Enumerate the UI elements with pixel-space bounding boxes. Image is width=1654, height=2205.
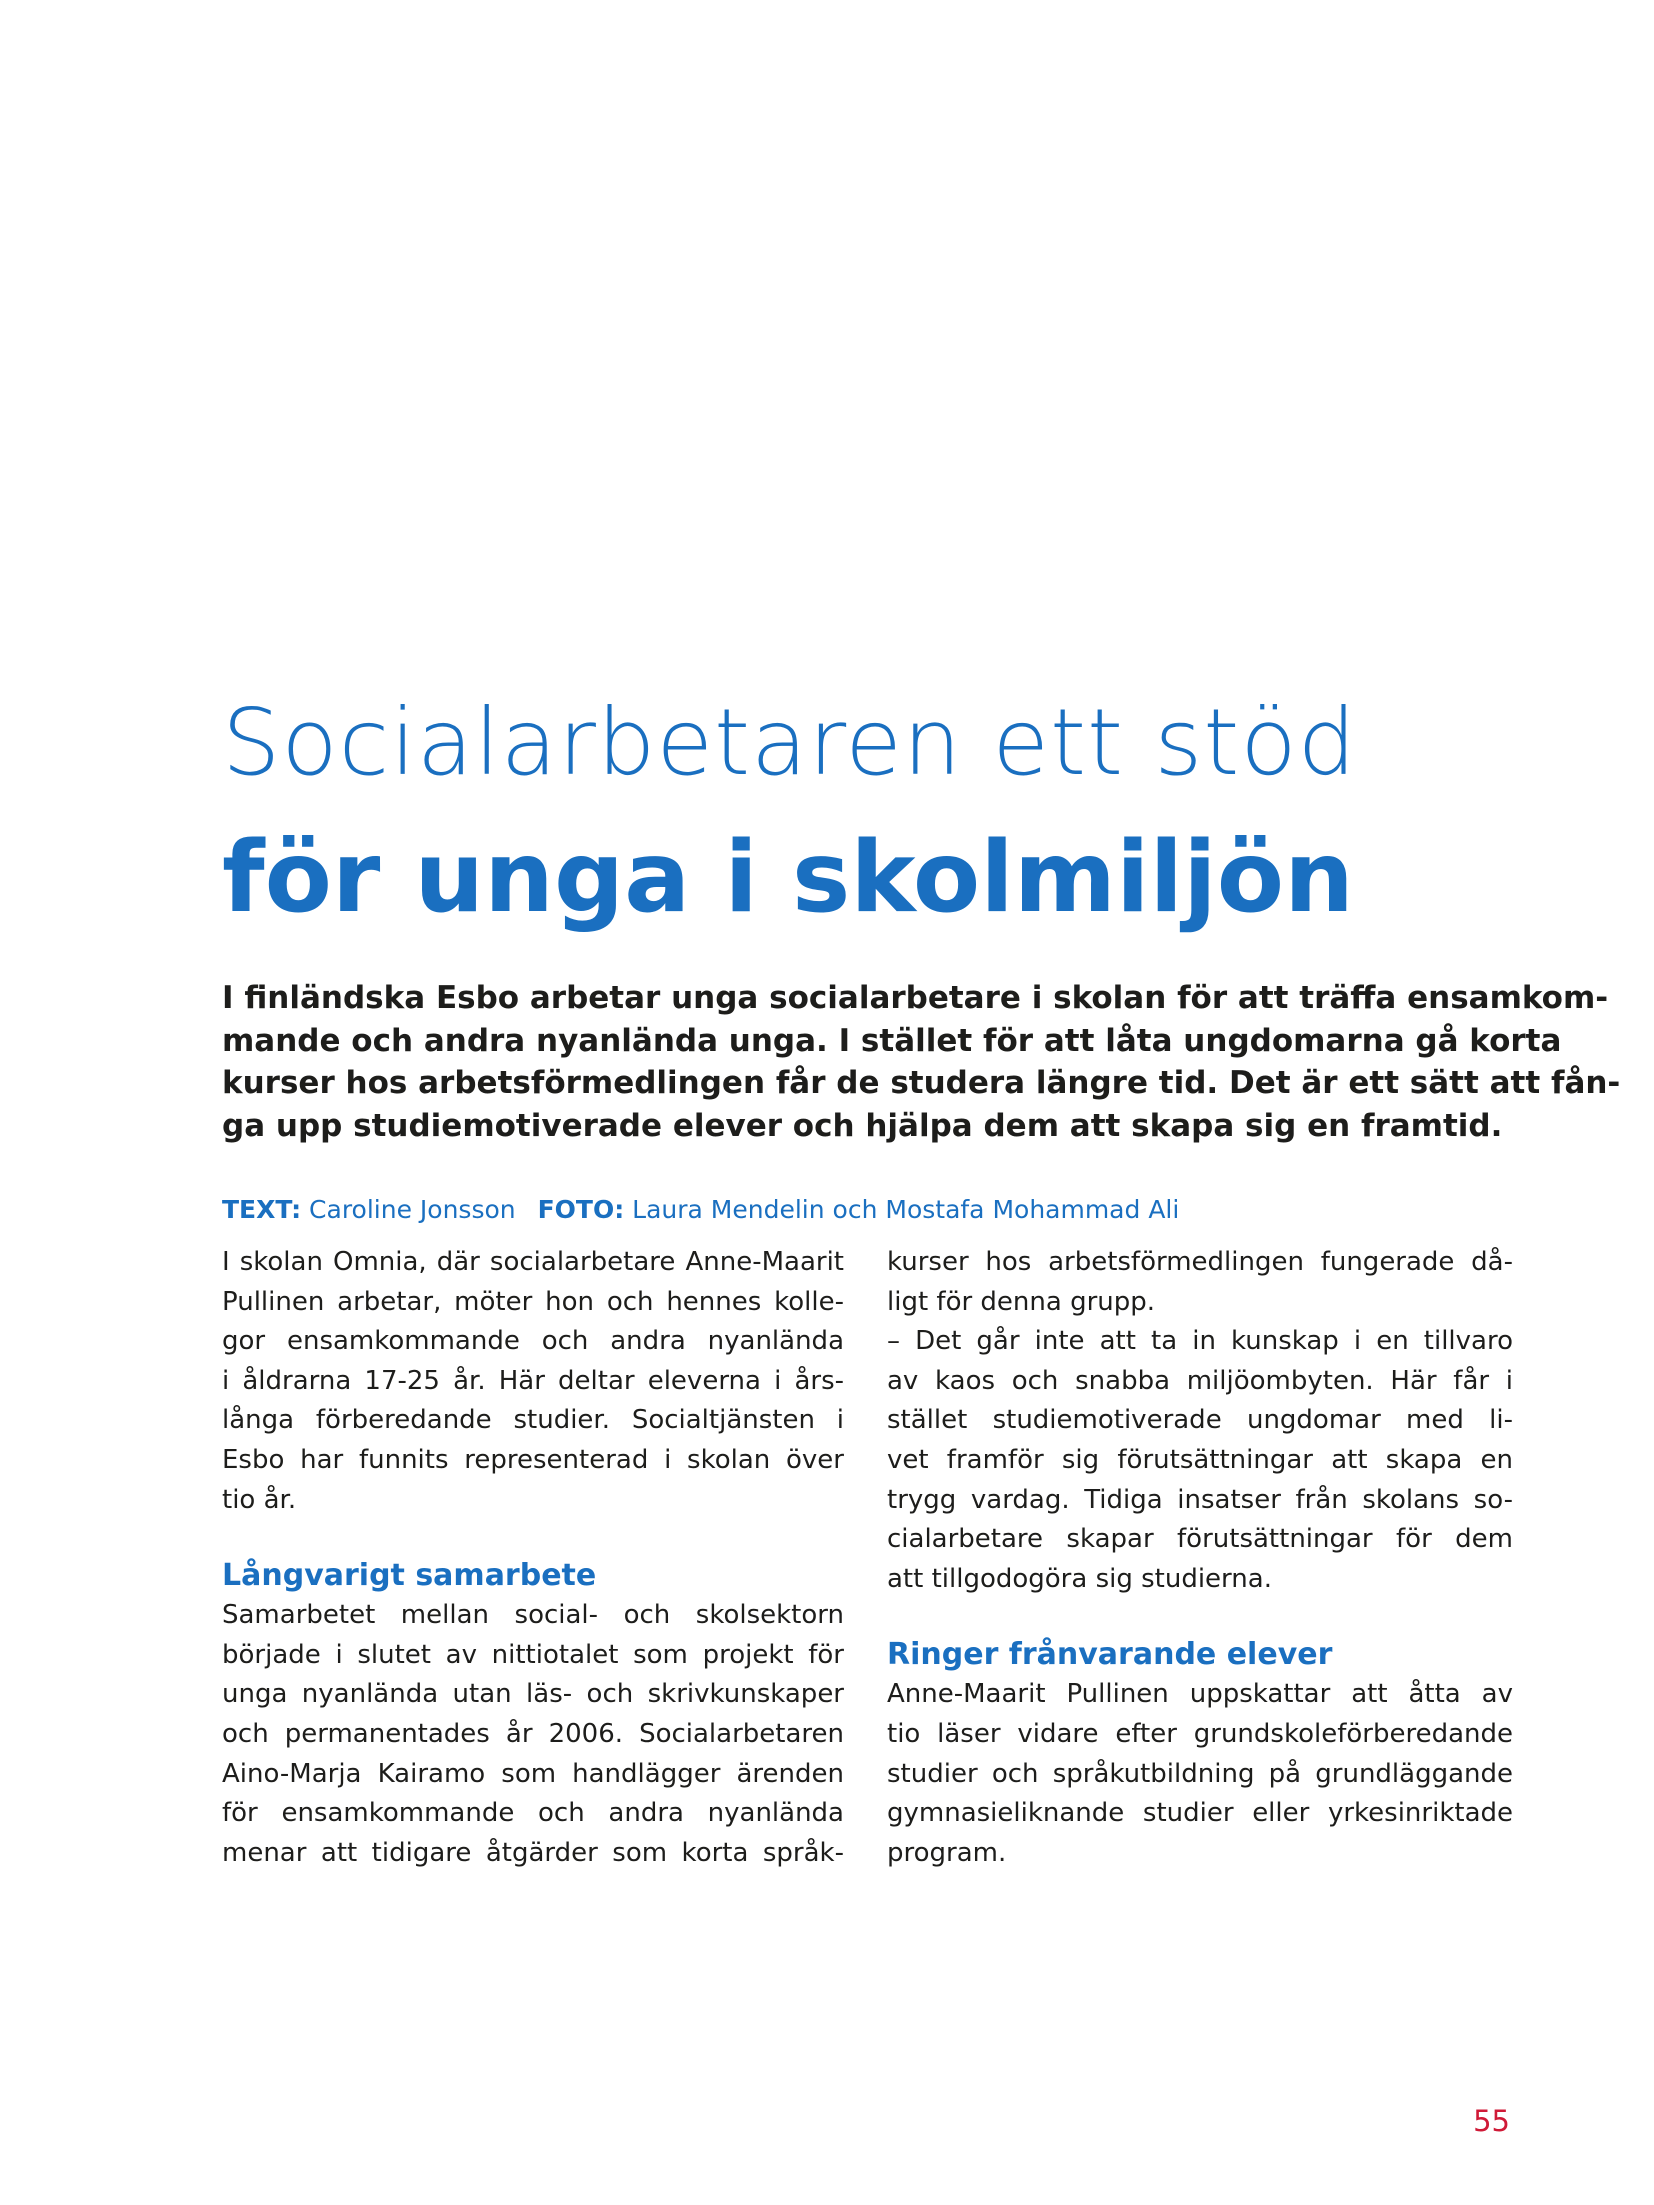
lead-line: ga upp studiemotiverade elever och hjälpa dem att skapa sig en framtid.	[222, 1107, 1503, 1144]
section-heading: Ringer frånvarande elever	[887, 1637, 1333, 1673]
photo-credit-label: FOTO:	[537, 1195, 625, 1224]
byline-credits	[222, 1193, 1179, 1227]
body-line: av kaos och snabba miljöombyten. Här får i	[887, 1365, 1513, 1396]
right-column	[887, 1243, 1513, 1873]
body-line: program.	[887, 1837, 1007, 1868]
body-line: började i slutet av nittiotalet som projekt för	[222, 1639, 844, 1670]
article-title-line-1: Socialarbetaren ett stöd	[222, 689, 1358, 796]
photo-credit-authors: Laura Mendelin och Mostafa Mohammad Ali	[632, 1195, 1180, 1224]
lead-line: mande och andra nyanlända unga. I stället för att låta ungdomarna gå korta	[222, 1022, 1562, 1059]
body-line: långa förberedande studier. Socialtjänsten i	[222, 1405, 844, 1436]
body-line: Esbo har funnits representerad i skolan över	[222, 1444, 844, 1475]
body-line: – Det går inte att ta in kunskap i en tillvaro	[887, 1326, 1513, 1357]
body-line: stället studiemotiverade ungdomar med li-	[887, 1405, 1513, 1436]
lead-line: kurser hos arbetsförmedlingen får de studera längre tid. Det är ett sätt att fån-	[222, 1065, 1621, 1101]
body-line: för ensamkommande och andra nyanlända	[222, 1798, 844, 1829]
body-line: Pullinen arbetar, möter hon och hennes kolle-	[222, 1286, 844, 1317]
body-line: Aino-Marja Kairamo som handlägger ärenden	[222, 1758, 844, 1789]
body-line: tio läser vidare efter grundskoleförberedande	[887, 1718, 1513, 1749]
body-line: Anne-Maarit Pullinen uppskattar att åtta av	[887, 1679, 1513, 1710]
body-line: gymnasieliknande studier eller yrkesinriktade	[887, 1798, 1513, 1829]
article-lead	[222, 977, 1621, 1147]
paragraph	[222, 1243, 844, 1520]
body-line: menar att tidigare åtgärder som korta språk-	[222, 1837, 844, 1868]
paragraph	[887, 1675, 1513, 1873]
left-column	[222, 1243, 844, 1873]
body-line: och permanentades år 2006. Socialarbetaren	[222, 1718, 844, 1749]
body-line: tio år.	[222, 1484, 297, 1515]
body-line: i åldrarna 17-25 år. Här deltar eleverna i års-	[222, 1365, 844, 1396]
lead-line: I finländska Esbo arbetar unga socialarbetare i skolan för att träffa ensamkom-	[222, 980, 1609, 1016]
body-line: Samarbetet mellan social- och skolsektorn	[222, 1600, 844, 1631]
body-line: trygg vardag. Tidiga insatser från skolans so-	[887, 1484, 1513, 1515]
body-line: att tillgodogöra sig studierna.	[887, 1563, 1272, 1594]
text-credit-author: Caroline Jonsson	[309, 1195, 516, 1224]
body-line: gor ensamkommande och andra nyanlända	[222, 1326, 844, 1357]
text-credit-label: TEXT:	[222, 1195, 302, 1224]
body-line: vet framför sig förutsättningar att skapa en	[887, 1444, 1513, 1475]
article-title-line-2: för unga i skolmiljön	[222, 821, 1354, 935]
paragraph	[887, 1243, 1513, 1599]
page-number: 55	[1473, 2104, 1510, 2138]
section-heading: Långvarigt samarbete	[222, 1558, 597, 1594]
body-line: studier och språkutbildning på grundläggande	[887, 1758, 1513, 1789]
body-line: unga nyanlända utan läs- och skrivkunskaper	[222, 1679, 844, 1710]
paragraph	[222, 1596, 844, 1873]
body-line: ligt för denna grupp.	[887, 1286, 1156, 1317]
body-line: kurser hos arbetsförmedlingen fungerade då-	[887, 1247, 1513, 1277]
body-line: I skolan Omnia, där socialarbetare Anne-Maarit	[222, 1247, 844, 1277]
body-line: cialarbetare skapar förutsättningar för dem	[887, 1524, 1513, 1555]
